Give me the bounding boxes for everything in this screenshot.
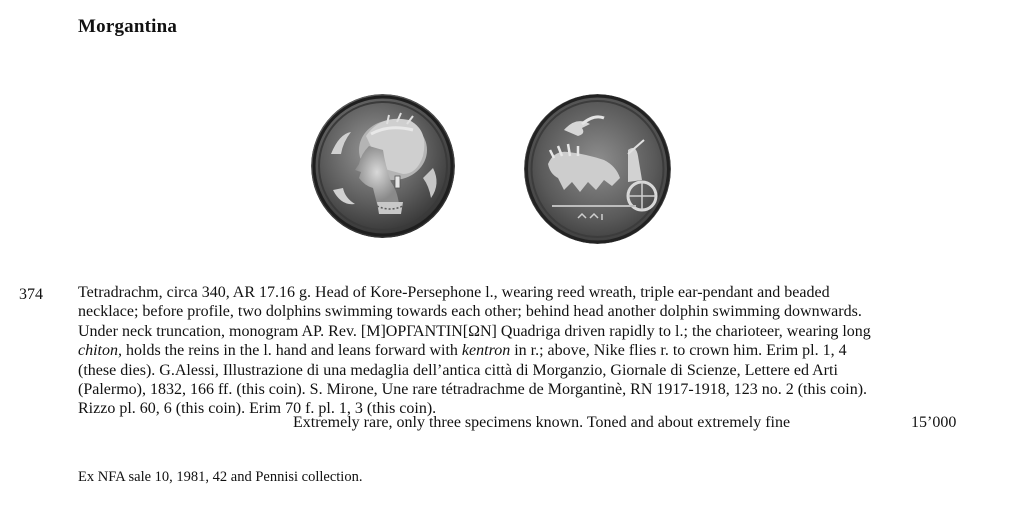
coin-reverse-image xyxy=(524,94,671,244)
estimate-price: 15’000 xyxy=(911,414,957,431)
italic-term-chiton: chiton, xyxy=(78,342,122,360)
provenance-note: Ex NFA sale 10, 1981, 42 and Pennisi collection. xyxy=(78,469,363,485)
description-line xyxy=(78,341,990,360)
description-line: (Palermo), 1832, 166 ff. (this coin). S. Mirone, Une rare tétradrachme de Morgantinè, RN 1917-1918, 123 no. 2 (this coin). xyxy=(78,381,868,399)
description-line: Under neck truncation, monogram AP. Rev. [M]ΟΡΓΑΝΤΙΝ[ΩΝ] Quadriga driven rapidly to l.; the charioteer, wearing long xyxy=(78,322,871,340)
description-text: in r.; above, Nike flies r. to crown him. Erim pl. 1, 4 xyxy=(510,342,847,360)
grade-statement: Extremely rare, only three specimens known. Toned and about extremely fine xyxy=(293,414,791,431)
lot-number: 374 xyxy=(19,286,43,303)
description-line: necklace; before profile, two dolphins swimming towards each other; behind head another dolphin swimming downwards. xyxy=(78,303,862,321)
coin-obverse-drawing xyxy=(311,94,455,238)
coin-reverse-drawing xyxy=(524,94,671,244)
italic-term-kentron: kentron xyxy=(461,342,511,360)
description-text: holds the reins in the l. hand and leans forward with xyxy=(122,342,462,360)
coin-obverse-image xyxy=(311,94,455,238)
description-line: Rizzo pl. 60, 6 (this coin). Erim 70 f. pl. 1, 3 (this coin). xyxy=(78,400,437,418)
description-line: (these dies). G.Alessi, Illustrazione di una medaglia dell’antica città di Morganzio, Giornale di Scienze, Lettere ed Arti xyxy=(78,361,838,379)
lot-description xyxy=(78,283,990,419)
description-line: Tetradrachm, circa 340, AR 17.16 g. Head of Kore-Persephone l., wearing reed wreath, triple ear-pendant and beaded xyxy=(78,284,830,301)
page-title: Morgantina xyxy=(78,16,178,37)
